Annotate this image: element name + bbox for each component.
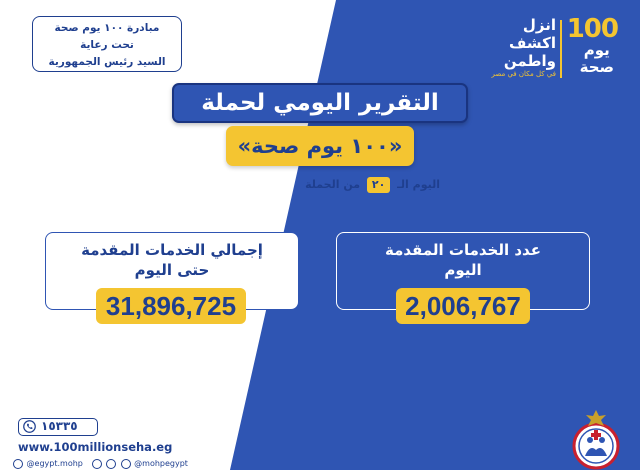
- day-suffix: من الحملة: [305, 178, 361, 191]
- today-services-label: [336, 240, 590, 280]
- logo-days-line-1: يوم: [583, 41, 610, 59]
- date-line: [193, 174, 440, 196]
- today-services-value: 2,006,767: [396, 288, 530, 324]
- logo-slogan-line-1: انزل: [522, 16, 556, 34]
- logo-tagline: في كل مكان في مصر: [491, 70, 556, 78]
- youtube-icon[interactable]: [92, 459, 102, 469]
- total-label-line-2: حتى اليوم: [134, 261, 210, 279]
- initiative-box: [32, 16, 182, 72]
- logo-days-text: [580, 42, 614, 76]
- report-date: ٢٠ أغسطس ٢٠٢٤: [193, 178, 290, 191]
- total-services-label: [45, 240, 299, 280]
- logo-slogan-line-2: اكشف: [509, 34, 556, 52]
- logo-number: 100: [566, 14, 618, 44]
- total-label-line-1: إجمالي الخدمات المقدمة: [81, 241, 263, 259]
- campaign-name: «١٠٠ يوم صحة»: [226, 126, 414, 166]
- initiative-line-2: تحت رعاية: [80, 39, 134, 51]
- day-number-badge: ٢٠: [367, 177, 390, 193]
- phone-icon: [23, 420, 36, 433]
- today-label-line-1: عدد الخدمات المقدمة: [385, 241, 541, 259]
- logo-days-line-2: صحة: [579, 58, 614, 76]
- social-handle-right[interactable]: @mohpegypt: [134, 459, 188, 468]
- hotline-box[interactable]: [18, 418, 98, 436]
- social-handle-left[interactable]: @egypt.mohp: [26, 459, 83, 468]
- day-prefix: اليوم الـ: [397, 178, 440, 191]
- instagram-icon[interactable]: [106, 459, 116, 469]
- logo-divider: [560, 20, 562, 78]
- logo-slogan: [504, 16, 556, 70]
- logo-slogan-line-3: واطمن: [503, 52, 556, 70]
- ministry-of-health-logo: [563, 404, 629, 470]
- report-title: التقرير اليومي لحملة: [172, 83, 468, 123]
- initiative-line-1: مبادرة ١٠٠ يوم صحة: [54, 22, 160, 34]
- website-link[interactable]: www.100millionseha.eg: [18, 440, 173, 454]
- social-handles: [12, 458, 262, 470]
- today-label-line-2: اليوم: [444, 261, 482, 279]
- campaign-logo: [468, 14, 618, 84]
- hotline-number: ١٥٣٣٥: [41, 419, 78, 433]
- initiative-line-3: السيد رئيس الجمهورية: [48, 56, 166, 68]
- facebook-icon[interactable]: [13, 459, 23, 469]
- total-services-value: 31,896,725: [96, 288, 246, 324]
- twitter-icon[interactable]: [121, 459, 131, 469]
